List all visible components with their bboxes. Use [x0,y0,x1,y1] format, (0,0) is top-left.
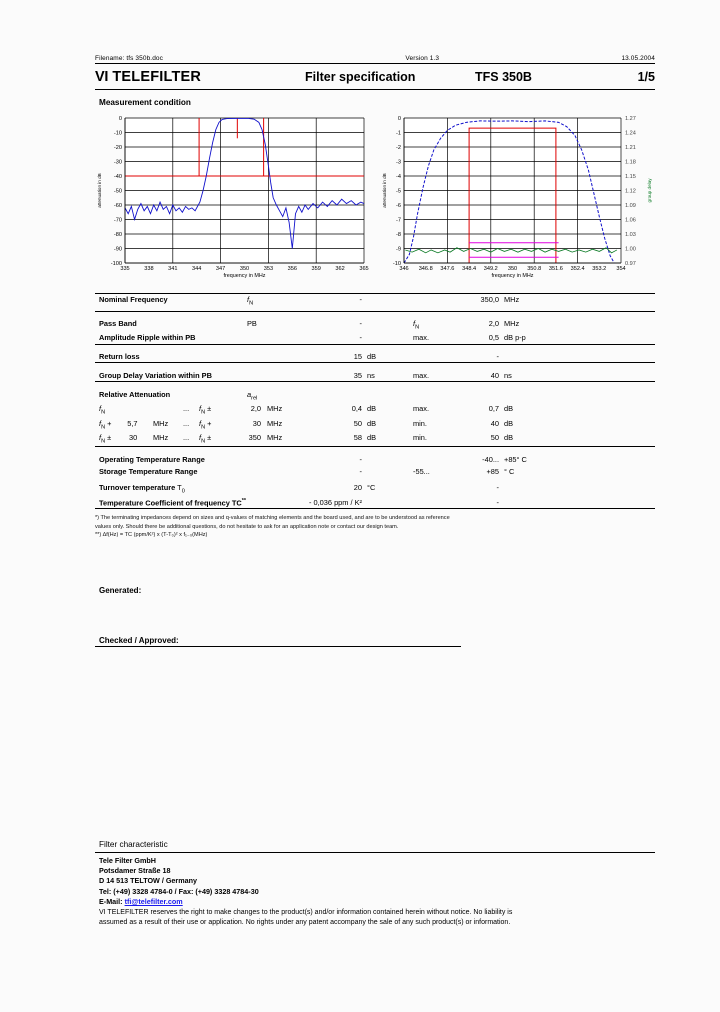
svg-text:-100: -100 [110,261,122,267]
row-limit-unit: MHz [504,319,520,329]
row-limit-unit: ° C [504,466,515,476]
row-qualifier: max. [409,332,459,344]
row-symbol [247,369,309,381]
row-typ-unit [362,496,409,509]
row-limit-value: 2,0 [488,319,499,329]
spec-row [95,496,655,509]
row-symbol [247,465,309,477]
filename-value: tfs 350b.doc [126,55,163,62]
generated-label: Generated: [99,585,142,595]
row-limit-value: - [496,483,499,493]
spacer [95,446,655,453]
chart-wideband-attenuation [95,110,370,285]
svg-text:353.2: 353.2 [592,266,607,272]
svg-text:1.03: 1.03 [625,232,636,238]
svg-text:352.4: 352.4 [570,266,585,272]
page-number: 1/5 [637,70,655,84]
row-qualifier [409,454,459,466]
attenuation-limit-value: 50 [459,432,499,447]
row-label: Group Delay Variation within PB [95,369,247,381]
svg-text:-60: -60 [113,203,122,209]
company-logo [95,69,305,85]
svg-text:365: 365 [359,266,369,272]
svg-text:1.06: 1.06 [625,217,636,224]
company-email-row [99,897,655,907]
part-number: TFS 350B [475,70,532,84]
svg-text:1.09: 1.09 [625,203,636,209]
svg-text:-7: -7 [396,217,401,224]
svg-text:346.8: 346.8 [418,266,433,272]
svg-text:1.27: 1.27 [625,116,636,122]
attenuation-typ-unit: dB [367,404,377,414]
attenuation-qualifier: max. [413,404,430,414]
svg-text:-6: -6 [396,203,401,209]
svg-text:group delay: group delay [647,178,652,203]
svg-text:349.2: 349.2 [483,266,498,272]
row-limit-value: 350,0 [459,294,499,309]
measurement-condition-heading: Measurement condition [99,98,191,107]
spec-row [95,369,655,381]
svg-text:351.6: 351.6 [548,266,563,272]
svg-text:-1: -1 [396,130,401,137]
svg-text:attenuation in dB: attenuation in dB [97,173,102,208]
row-limit-value: -40... [482,454,499,464]
attenuation-limit-unit: dB [499,432,655,447]
svg-text:-30: -30 [113,159,122,166]
footnote-2: **) ∆f(Hz) = TC (ppm/K²) x (T-T₀)² x f₁₋₀(MHz) [95,532,208,539]
row-typ-unit: ns [362,369,409,381]
svg-text:-40: -40 [113,174,122,180]
svg-text:353: 353 [263,266,274,272]
svg-text:-90: -90 [113,246,122,253]
row-limit-unit [499,496,655,509]
email-link[interactable]: tfi@telefilter.com [124,896,183,906]
svg-text:frequency in MHz: frequency in MHz [491,273,534,279]
row-label: Amplitude Ripple within PB [95,332,247,344]
document-date: 13.05.2004 [621,55,655,62]
row-qualifier: max. [409,369,459,381]
company-name: Tele Filter GmbH [99,856,156,865]
svg-text:-4: -4 [396,174,401,180]
page-title: Filter specification [305,70,416,84]
svg-text:0.97: 0.97 [625,261,636,267]
attenuation-range: $f_N + 5,7$ MHz ... $f_N + 30$ MHz [99,418,283,431]
row-limit-unit [499,351,655,363]
row-typ-unit [362,332,409,344]
svg-text:348.4: 348.4 [462,266,477,272]
company-street: Potsdamer Straße 18 [99,866,171,876]
company-address [95,853,655,907]
svg-text:0: 0 [397,116,401,122]
row-typ-value: 15 [309,351,362,363]
svg-text:1.00: 1.00 [625,246,636,253]
spec-row [95,351,655,363]
svg-text:1.12: 1.12 [625,188,636,195]
passband-detail-plot [380,110,655,285]
version-label: Version 1.3 [405,55,440,62]
svg-text:347: 347 [215,266,226,272]
charts-row [95,110,655,285]
svg-text:-3: -3 [396,159,401,166]
spec-row [95,465,655,477]
svg-text:350: 350 [239,266,250,272]
row-qualifier [409,482,459,496]
svg-text:346: 346 [399,266,409,272]
attenuation-typ-unit: dB [362,432,409,447]
svg-text:354: 354 [616,266,626,272]
row-symbol [247,496,309,509]
spec-row [95,389,655,403]
filename-field [95,55,163,62]
spec-row [95,454,655,466]
attenuation-limit-unit: dB [504,404,514,414]
svg-text:-5: -5 [396,188,401,195]
svg-text:350: 350 [507,266,518,272]
sp [499,389,655,403]
svg-text:344: 344 [192,266,202,272]
row-label: Nominal Frequency [95,294,247,309]
row-symbol [247,482,309,496]
attenuation-range: $f_N \pm 30$ MHz ... $f_N \pm 350$ MHz [95,432,309,447]
svg-text:1.18: 1.18 [625,159,636,166]
attenuation-limit-unit: dB [504,418,514,428]
filename-label: Filename: [95,55,125,62]
disclaimer-line-1: VI TELEFILTER reserves the right to make changes to the product(s) and/or information contained herein without notice. No liability is [99,909,513,917]
row-typ-value: - [309,332,362,344]
footnotes [95,514,655,539]
row-qualifier [409,351,459,363]
row-typ-value: - [359,466,362,476]
sp [459,389,499,403]
svg-text:-2: -2 [396,145,401,151]
row-typ-value: - 0,036 ppm / K² [309,496,362,509]
row-typ-unit [362,318,409,332]
attenuation-typ-value: 50 [353,418,362,428]
row-typ-unit [362,454,409,466]
row-qualifier [409,496,459,509]
row-typ-unit [362,465,409,477]
specification-table [95,293,655,509]
svg-text:1.21: 1.21 [625,145,636,151]
row-qualifier: $f_N$ [413,319,420,331]
email-label: E-Mail: [99,896,123,906]
company-phone: Tel: (+49) 3328 4784-0 / Fax: (+49) 3328 4784-30 [99,886,259,896]
row-symbol [247,351,309,363]
row-limit-unit: dB p-p [499,332,655,344]
logo-vi: VI [95,69,109,85]
sheet-body [95,55,655,647]
signature-block [95,586,655,647]
spec-row [95,332,655,344]
row-typ-unit: dB [362,351,409,363]
filter-characteristic-heading: Filter characteristic [99,840,168,849]
sp [409,389,459,403]
footnote-1: *) The terminating impedances depend on sizes and q-values of matching elements and the board used, and are to be understood as reference [95,515,450,522]
svg-text:-50: -50 [113,188,122,195]
sp [309,389,362,403]
row-typ-value: 35 [309,369,362,381]
attenuation-limit-value: 0,7 [488,404,499,414]
row-label: Return loss [95,351,247,363]
wideband-attenuation-plot [95,110,370,285]
attenuation-typ-value: 0,4 [351,404,362,414]
row-limit-unit: ns [499,369,655,381]
disclaimer-line-2: assumed as a result of their use or application. No rights under any patent accompany the sale of any such product(s) or information. [99,918,511,926]
svg-text:1.15: 1.15 [625,174,636,180]
row-symbol: PB [247,319,257,329]
row-limit-unit: MHz [499,294,655,309]
svg-text:-20: -20 [113,145,122,151]
spacer-row [95,446,655,453]
row-typ-unit: °C [367,483,376,493]
attenuation-row [95,403,655,417]
chart-passband-detail [380,110,655,285]
spec-row [95,482,655,496]
attenuation-symbol: $a_{rel}$ [247,390,258,402]
company-city: D 14 513 TELTOW / Germany [99,876,197,886]
spacer [95,381,655,388]
spec-row [95,294,655,309]
row-label: Temperature Coefficient of frequency TC** [95,496,247,509]
document-meta-line [95,55,655,64]
svg-text:-70: -70 [113,217,122,224]
attenuation-qualifier: min. [413,418,427,428]
svg-text:-10: -10 [113,130,122,137]
svg-text:-10: -10 [392,261,401,267]
row-label: Turnover temperature $T_0$ [99,483,185,495]
spec-row [95,318,655,332]
svg-text:-8: -8 [396,232,401,238]
row-limit-value: - [459,351,499,363]
spacer-row [95,381,655,388]
row-typ-unit [362,294,409,309]
attenuation-row [95,417,655,431]
row-qualifier [409,294,459,309]
svg-text:341: 341 [168,266,178,272]
row-limit-value: +85 [486,466,499,476]
attenuation-range: $f_N$ ... $f_N \pm 2,0$ MHz [99,404,283,416]
svg-text:362: 362 [335,266,345,272]
svg-text:356: 356 [287,266,297,272]
row-limit-unit: +85° C [504,454,527,464]
row-label: Pass Band [99,319,137,329]
svg-text:-9: -9 [396,246,401,253]
svg-text:338: 338 [144,266,154,272]
sp [362,389,409,403]
row-symbol [247,332,309,344]
svg-text:347.6: 347.6 [440,266,455,272]
svg-text:359: 359 [311,266,321,272]
page-footer [95,840,655,928]
row-limit-unit [499,482,655,496]
svg-text:-80: -80 [113,232,122,238]
svg-text:1.24: 1.24 [625,130,636,137]
row-qualifier: -55... [413,466,430,476]
row-label: Operating Temperature Range [99,454,205,464]
row-typ-value: - [309,294,362,309]
logo-telefilter: TELEFILTER [112,69,202,85]
svg-text:350.8: 350.8 [527,266,542,272]
svg-text:frequency in MHz: frequency in MHz [223,273,266,279]
attenuation-title: Relative Attenuation [99,390,171,400]
row-limit-value: 0,5 [459,332,499,344]
attenuation-qualifier: min. [409,432,459,447]
row-typ-value: 20 [353,483,362,493]
document-title-bar [95,64,655,90]
row-limit-value: - [459,496,499,509]
row-limit-value: 40 [459,369,499,381]
row-typ-value: - [359,319,362,329]
svg-text:335: 335 [120,266,130,272]
checked-approved-label: Checked / Approved: [95,636,461,647]
attenuation-typ-unit: dB [367,418,377,428]
svg-text:0: 0 [118,116,122,122]
attenuation-row [95,432,655,447]
row-symbol [247,454,309,466]
footnote-1b: values only. Should there be additional questions, do not hesitate to ask for an application note or contact our design team. [95,523,399,530]
row-typ-value: - [359,454,362,464]
svg-text:attenuation in dB: attenuation in dB [382,173,387,208]
row-symbol: $f_N$ [247,294,309,309]
legal-disclaimer [95,907,655,928]
row-label: Storage Temperature Range [99,466,198,476]
attenuation-typ-value: 58 [309,432,362,447]
attenuation-limit-value: 40 [490,418,499,428]
